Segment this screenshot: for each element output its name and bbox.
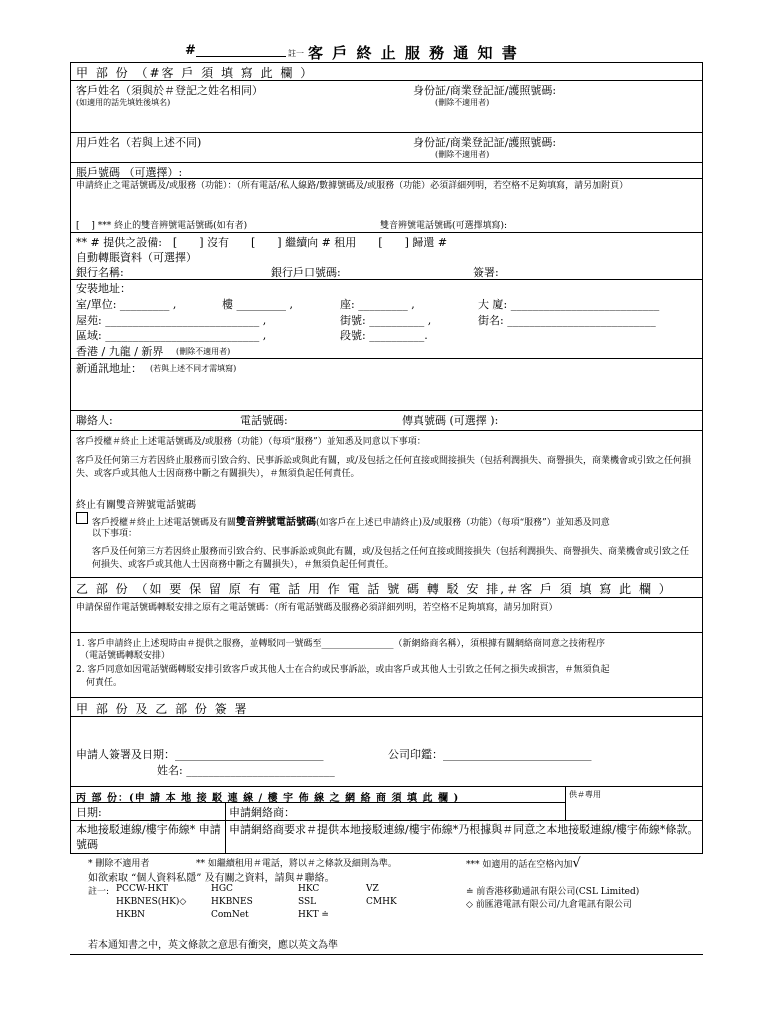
carrier-name: HKBN — [116, 910, 146, 920]
item-1b: （電話號碼轉駁安排） — [80, 651, 171, 661]
equipment-row: ** # 提供之設備: [ ] 沒有 [ ] 繼續向 # 租用 [ ] 歸還 # — [76, 236, 448, 249]
district-field: 區域: ____________________________ , — [76, 329, 267, 342]
retain-text: 申請保留作電話號碼轉駁安排之原有之電話號碼：（所有電話號碼及服務必須詳細列明，若空格不足夠填寫，請另加附頁） — [76, 603, 558, 613]
region-label: 香港 / 九龍 / 新界 — [76, 345, 164, 358]
line-text: 申請網絡商要求＃提供本地接駁連線/樓宇佈線*乃根據與＃同意之本地接駁連線/樓宇佈線*條款。 — [229, 823, 699, 836]
section-ab-header: 甲 部 份 及 乙 部 份 簽 署 — [76, 702, 249, 716]
terminate-request-text: 申請終止之電話號碼及/或服務（功能）：（所有電話/私人線路/數據號碼及/或服務（功能）必須詳細列明，若空格不足夠填寫，請另加附頁） — [76, 181, 629, 191]
bank-name-label: 銀行名稱: — [76, 266, 124, 279]
dual-auth-1d: 以下事項： — [92, 529, 138, 539]
dual-terminate-label: 終止有關雙音辨號電話號碼 — [76, 500, 196, 511]
dual-auth-1c: (如客戶在上述已申請終止)及/或服務（功能）（每項“服務”）並知悉及同意 — [316, 518, 610, 528]
section-c-header: 丙 部 份：(申 請 本 地 接 駁 連 線 / 樓 宇 佈 線 之 網 絡 商 須 填 此 欄 ) — [76, 793, 460, 804]
network-label: 申請網絡商： — [229, 806, 295, 819]
company-seal-field: 公司印鑑：___________________________ — [388, 748, 592, 761]
carrier-name: HKC — [298, 884, 320, 894]
install-address-label: 安裝地址： — [76, 282, 131, 295]
carrier-name: PCCW-HKT — [116, 884, 169, 894]
dual-auth-1a: 客戶授權＃終止上述電話號碼及有關 — [92, 518, 237, 528]
block-field: 座: _________ , — [340, 298, 415, 311]
fax-label: 傳真號碼 (可選擇 ): — [402, 414, 499, 427]
id-label-2: 身份証/商業登記証/護照號碼: — [413, 136, 557, 149]
applicant-sign-field: 申請人簽署及日期：___________________________ — [76, 748, 324, 761]
carrier-name: HGC — [211, 884, 233, 894]
item-1a: 1. 客戶申請終止上述現時由＃提供之服務，並轉駁同一號碼至________________（新網絡商名稱），須根據有關網絡商同意之技術程序 — [76, 639, 605, 649]
dual-auth-2: 客戶及任何第三方若因終止服務而引致合約、民事訴訟或與此有關，或/及包括之任何直接或間接損失（包括利潤損失、商譽損失、商業機會或引致之任何損失、或客戶或其他人士因商務中斷之有關損失），＃無須負起任何責任。 — [92, 547, 690, 570]
signature-label: 簽署: — [473, 266, 499, 279]
section-a-header: 甲 部 份 （#客 戶 須 填 寫 此 欄 ） — [76, 66, 315, 80]
contact-label: 聯絡人: — [76, 414, 113, 427]
page-title: 客 戶 終 止 服 務 通 知 書 — [308, 44, 519, 62]
dual-number-row: [ ] *** 終止的雙音辨號電話號碼(如有者) — [76, 221, 248, 231]
date-label: 日期: — [76, 806, 102, 819]
street-no-field: 街號: __________ , — [340, 314, 432, 327]
title-blank-line — [196, 56, 286, 57]
title-hash: # — [185, 43, 196, 58]
privacy-note: 如欲索取 “個人資料私隱” 及有關之資料，請與＃聯絡。 — [88, 873, 335, 884]
id-note-2: (刪除不適用者) — [435, 150, 490, 159]
carrier-name: HKBNES(HK)◇ — [116, 897, 187, 907]
autopay-label: 自動轉賬資料（可選擇） — [76, 251, 197, 264]
dual-terminate-checkbox[interactable] — [76, 512, 88, 524]
id-note-1: (刪除不適用者) — [435, 98, 490, 107]
auth-text-1: 客戶授權＃終止上述電話號碼及/或服務（功能）（每項“服務”）並知悉及同意以下事項： — [76, 437, 426, 447]
street-field: 街名: ___________________________ — [478, 314, 656, 327]
conflict-note: 若本通知書之中，英文條款之意思有衝突，應以英文為準 — [88, 940, 338, 951]
footnote-label: 註一: — [88, 887, 110, 897]
customer-name-label: 客戶姓名（須與於＃登記之姓名相同） — [76, 84, 263, 97]
account-no-label: 賬戶號碼 （可選擇）: — [76, 166, 183, 179]
auth-text-2: 客戶及任何第三方若因終止服務而引致合約、民事訴訟或與此有關，或/及包括之任何直接或間接損失（包括利潤損失、商譽損失，商業機會或引致之任何損失、或客戶或其他人士因商務中斷之有關損失），＃無須負起任何責任。 — [76, 456, 692, 479]
carrier-name: VZ — [366, 884, 379, 894]
lot-no-field: 段號: __________. — [340, 329, 428, 342]
item-2a: 2. 客戶同意如因電話號碼轉駁安排引致客戶或其他人士在合約或民事訴訟，或由客戶或其他人士引致之任何之損失或損害，＃無須負起 — [76, 665, 610, 675]
bank-account-label: 銀行戶口號碼: — [271, 266, 341, 279]
note-3: *** 如適用的話在空格內加 — [466, 860, 573, 870]
note-2: ** 如繼續租用＃電話，將以＃之條款及細則為準。 — [196, 859, 397, 869]
dual-number-label: 雙音辨號電話號碼(可選擇填寫): — [380, 221, 508, 231]
floor-field: 樓 _________ , — [222, 298, 293, 311]
title-note-mark: 註一 — [288, 49, 304, 58]
new-address-note: (若與上述不同才需填寫) — [150, 364, 237, 373]
legend-2: ◇ 前匯港電訊有限公司/九倉電訊有限公司 — [466, 900, 632, 910]
new-address-label: 新通訊地址： — [76, 362, 142, 375]
carrier-name: CMHK — [366, 897, 397, 907]
carrier-name: HKBNES — [211, 897, 253, 907]
phone-label: 電話號碼: — [240, 414, 288, 427]
id-label-1: 身份証/商業登記証/護照號碼: — [413, 84, 557, 97]
room-field: 室/單位: _________ , — [76, 298, 177, 311]
office-use-label: 供＃專用 — [569, 790, 601, 799]
section-b-header: 乙 部 份 （如 要 保 留 原 有 電 話 用 作 電 話 號 碼 轉 駁 安 排,＃客 戶 須 填 寫 此 欄 ） — [76, 582, 673, 596]
region-note: (刪除不適用者) — [176, 347, 231, 356]
carrier-name: ComNet — [211, 910, 249, 920]
user-name-label: 用戶姓名（若與上述不同) — [76, 136, 202, 149]
estate-field: 屋苑: ____________________________ , — [76, 314, 267, 327]
item-2b: 何責任。 — [86, 678, 123, 688]
customer-name-note: (如適用的話先填姓後填名) — [76, 98, 171, 107]
line-label: 本地接駁連線/樓宇佈線* 申請號碼 — [76, 823, 221, 851]
carrier-name: SSL — [298, 897, 317, 907]
carrier-name: HKT ≐ — [298, 910, 329, 920]
name-field: 姓名: ___________________________ — [157, 764, 335, 777]
building-field: 大 廈: ___________________________ — [478, 298, 660, 311]
note-1: * 刪除不適用者 — [88, 859, 150, 869]
dual-auth-1b: 雙音辨號電話號碼 — [236, 517, 317, 528]
legend-1: ≐ 前香港移動通訊有限公司(CSL Limited) — [466, 887, 640, 897]
checkmark-icon: √ — [572, 856, 581, 871]
